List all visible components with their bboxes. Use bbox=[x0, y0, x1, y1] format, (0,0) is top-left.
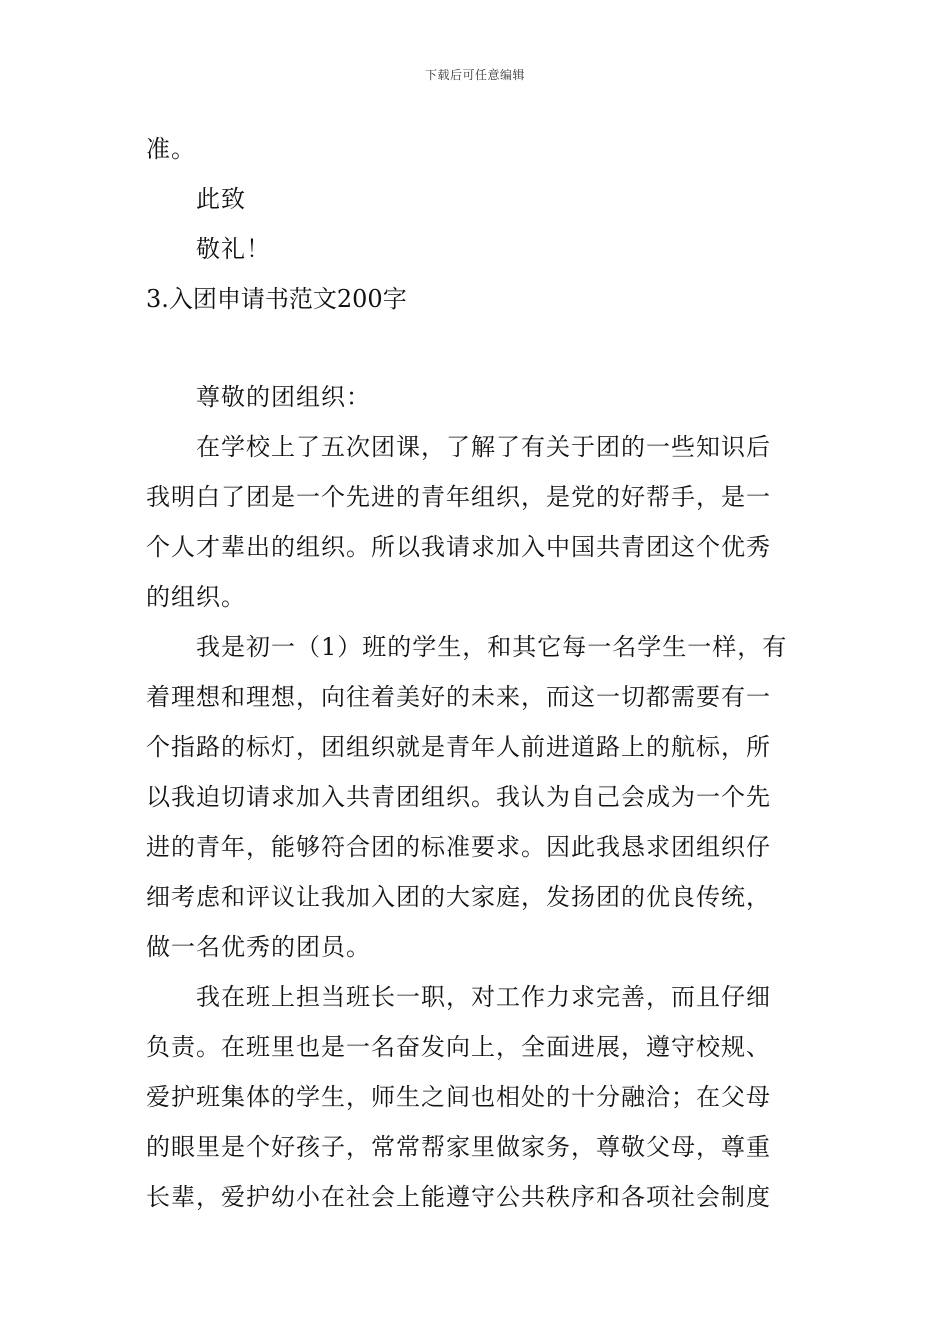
paragraph-line: 细考虑和评议让我加入团的大家庭，发扬团的优良传统， bbox=[146, 883, 771, 911]
paragraph-line: 进的青年，能够符合团的标准要求。因此我恳求团组织仔 bbox=[146, 833, 771, 861]
paragraph-line: 我明白了团是一个先进的青年组织，是党的好帮手，是一 bbox=[146, 483, 771, 511]
paragraph-line: 的组织。 bbox=[146, 583, 246, 611]
paragraph-line: 我是初一（1）班的学生，和其它每一名学生一样，有 bbox=[196, 633, 788, 661]
paragraph-line: 准。 bbox=[146, 135, 196, 163]
paragraph-line: 着理想和理想，向往着美好的未来，而这一切都需要有一 bbox=[146, 683, 771, 711]
closing-regards: 敬礼！ bbox=[196, 235, 271, 263]
section-heading: 3.入团申请书范文200字 bbox=[146, 285, 407, 313]
closing-salutation: 此致 bbox=[196, 185, 246, 213]
paragraph-line: 爱护班集体的学生，师生之间也相处的十分融洽；在父母 bbox=[146, 1083, 771, 1111]
paragraph-line: 个人才辈出的组织。所以我请求加入中国共青团这个优秀 bbox=[146, 533, 771, 561]
page-header-note: 下载后可任意编辑 bbox=[424, 68, 525, 82]
paragraph-line: 在学校上了五次团课，了解了有关于团的一些知识后 bbox=[196, 433, 771, 461]
paragraph-line: 的眼里是个好孩子，常常帮家里做家务，尊敬父母，尊重 bbox=[146, 1133, 771, 1161]
letter-greeting: 尊敬的团组织： bbox=[196, 383, 371, 411]
paragraph-line: 个指路的标灯，团组织就是青年人前进道路上的航标，所 bbox=[146, 733, 771, 761]
paragraph-line: 以我迫切请求加入共青团组织。我认为自己会成为一个先 bbox=[146, 783, 771, 811]
paragraph-line: 负责。在班里也是一名奋发向上，全面进展，遵守校规、 bbox=[146, 1033, 771, 1061]
paragraph-line: 我在班上担当班长一职，对工作力求完善，而且仔细 bbox=[196, 983, 771, 1011]
paragraph-line: 长辈，爱护幼小在社会上能遵守公共秩序和各项社会制度 bbox=[146, 1183, 771, 1211]
paragraph-line: 做一名优秀的团员。 bbox=[146, 933, 371, 961]
